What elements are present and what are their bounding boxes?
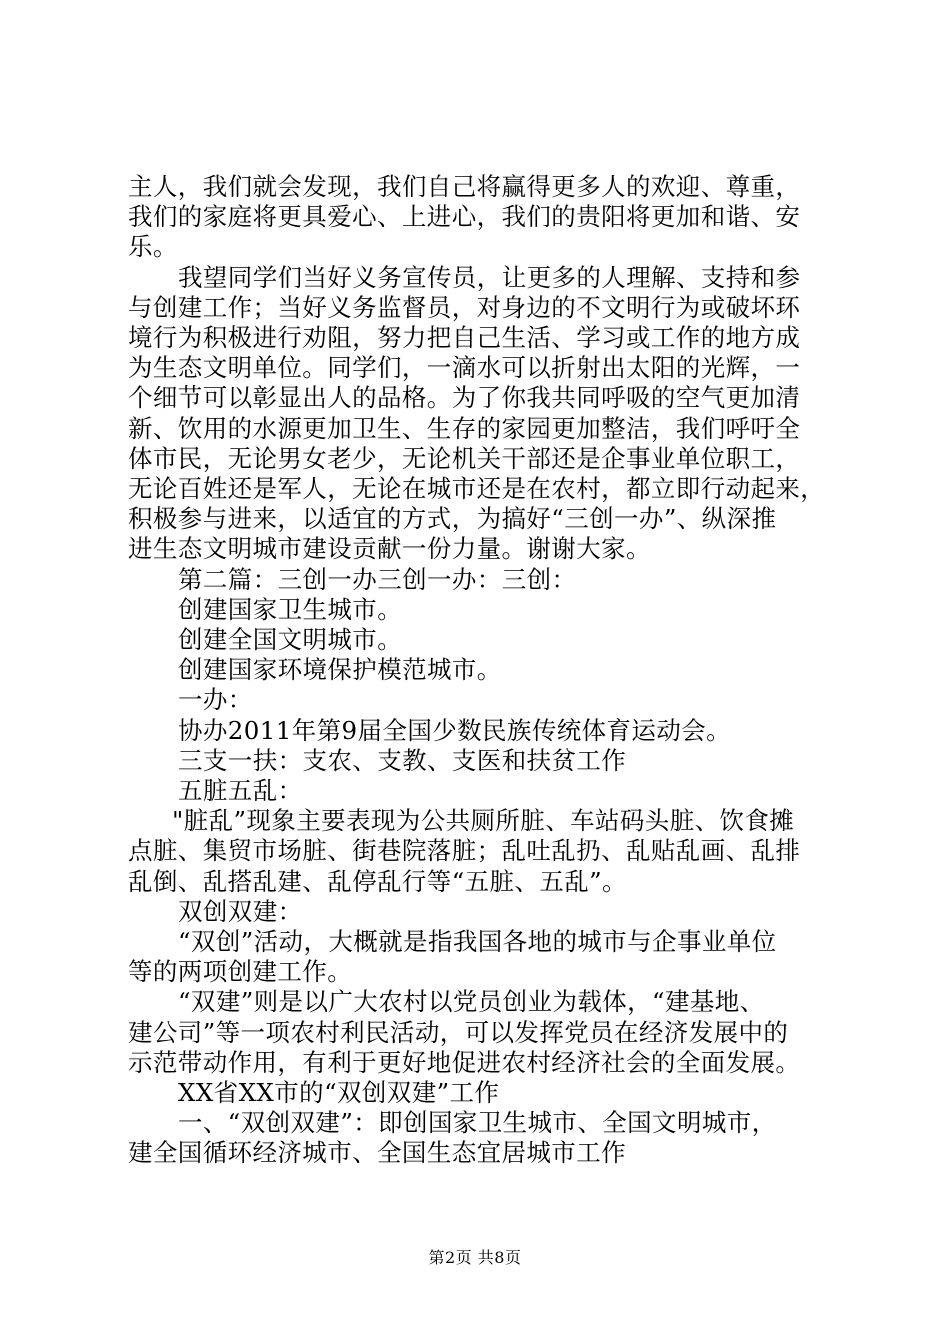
text-line-29: 建公司”等一项农村利民活动，可以发挥党员在经济发展中的 — [128, 1017, 789, 1047]
text-line-15: 创建国家卫生城市。 — [178, 594, 403, 624]
text-line-9: 新、饮用的水源更加卫生、生存的家园更加整洁，我们呼吁全 — [128, 413, 801, 443]
page-footer: 第2页 共8页 — [428, 1248, 522, 1267]
text-line-19: 协办2011年第9届全国少数民族传统体育运动会。 — [178, 715, 732, 745]
text-line-10: 体市民，无论男女老少，无论机关干部还是企事业单位职工， — [128, 443, 801, 473]
text-line-8: 个细节可以彰显出人的品格。为了你我共同呼吸的空气更加清 — [128, 383, 801, 413]
text-line-17: 创建国家环境保护模范城市。 — [178, 655, 502, 685]
text-line-21: 五脏五乱： — [178, 776, 303, 805]
text-line-20: 三支一扶：支农、支教、支医和扶贫工作 — [178, 745, 627, 775]
text-line-11: 无论百姓还是军人，无论在城市还是在农村，都立即行动起来， — [128, 474, 826, 503]
text-line-32: 一、“双创双建”：即创国家卫生城市、全国文明城市， — [178, 1108, 777, 1138]
text-line-5: 与创建工作；当好义务监督员，对身边的不文明行为或破坏环 — [128, 292, 801, 322]
text-line-25: 双创双建： — [178, 896, 303, 926]
text-line-2: 我们的家庭将更具爱心、上进心，我们的贵阳将更加和谐、安 — [128, 202, 801, 232]
text-line-23: 点脏、集贸市场脏、街巷院落脏；乱吐乱扔、乱贴乱画、乱排 — [128, 836, 801, 866]
text-line-4: 我望同学们当好义务宣传员，让更多的人理解、支持和参 — [178, 262, 801, 292]
text-line-30: 示范带动作用，有利于更好地促进农村经济社会的全面发展。 — [128, 1047, 801, 1077]
text-line-28: “双建”则是以广大农村以党员创业为载体，“建基地、 — [178, 987, 765, 1017]
text-line-6: 境行为积极进行劝阻，努力把自己生活、学习或工作的地方成 — [128, 323, 801, 352]
text-line-7: 为生态文明单位。同学们，一滴水可以折射出太阳的光辉，一 — [128, 353, 801, 383]
text-line-33: 建全国循环经济城市、全国生态宜居城市工作 — [128, 1138, 626, 1168]
section-heading: 第二篇：三创一办三创一办：三创： — [178, 564, 577, 594]
text-line-31: XX省XX市的“双创双建”工作 — [178, 1078, 500, 1107]
text-line-16: 创建全国文明城市。 — [178, 625, 403, 654]
text-line-12: 积极参与进来，以适宜的方式，为搞好“三创一办”、纵深推 — [128, 504, 777, 534]
text-line-22: "脏乱”现象主要表现为公共厕所脏、车站码头脏、饮食摊 — [172, 806, 795, 836]
text-line-27: 等的两项创建工作。 — [128, 957, 353, 987]
text-line-24: 乱倒、乱搭乱建、乱停乱行等“五脏、五乱”。 — [128, 866, 627, 896]
text-line-26: “双创”活动，大概就是指我国各地的城市与企事业单位 — [178, 927, 777, 956]
text-line-3: 乐。 — [128, 232, 178, 262]
text-line-13: 进生态文明城市建设贡献一份力量。谢谢大家。 — [128, 534, 651, 564]
text-line-1: 主人，我们就会发现，我们自己将赢得更多人的欢迎、尊重， — [128, 172, 801, 201]
text-line-18: 一办： — [178, 685, 253, 715]
